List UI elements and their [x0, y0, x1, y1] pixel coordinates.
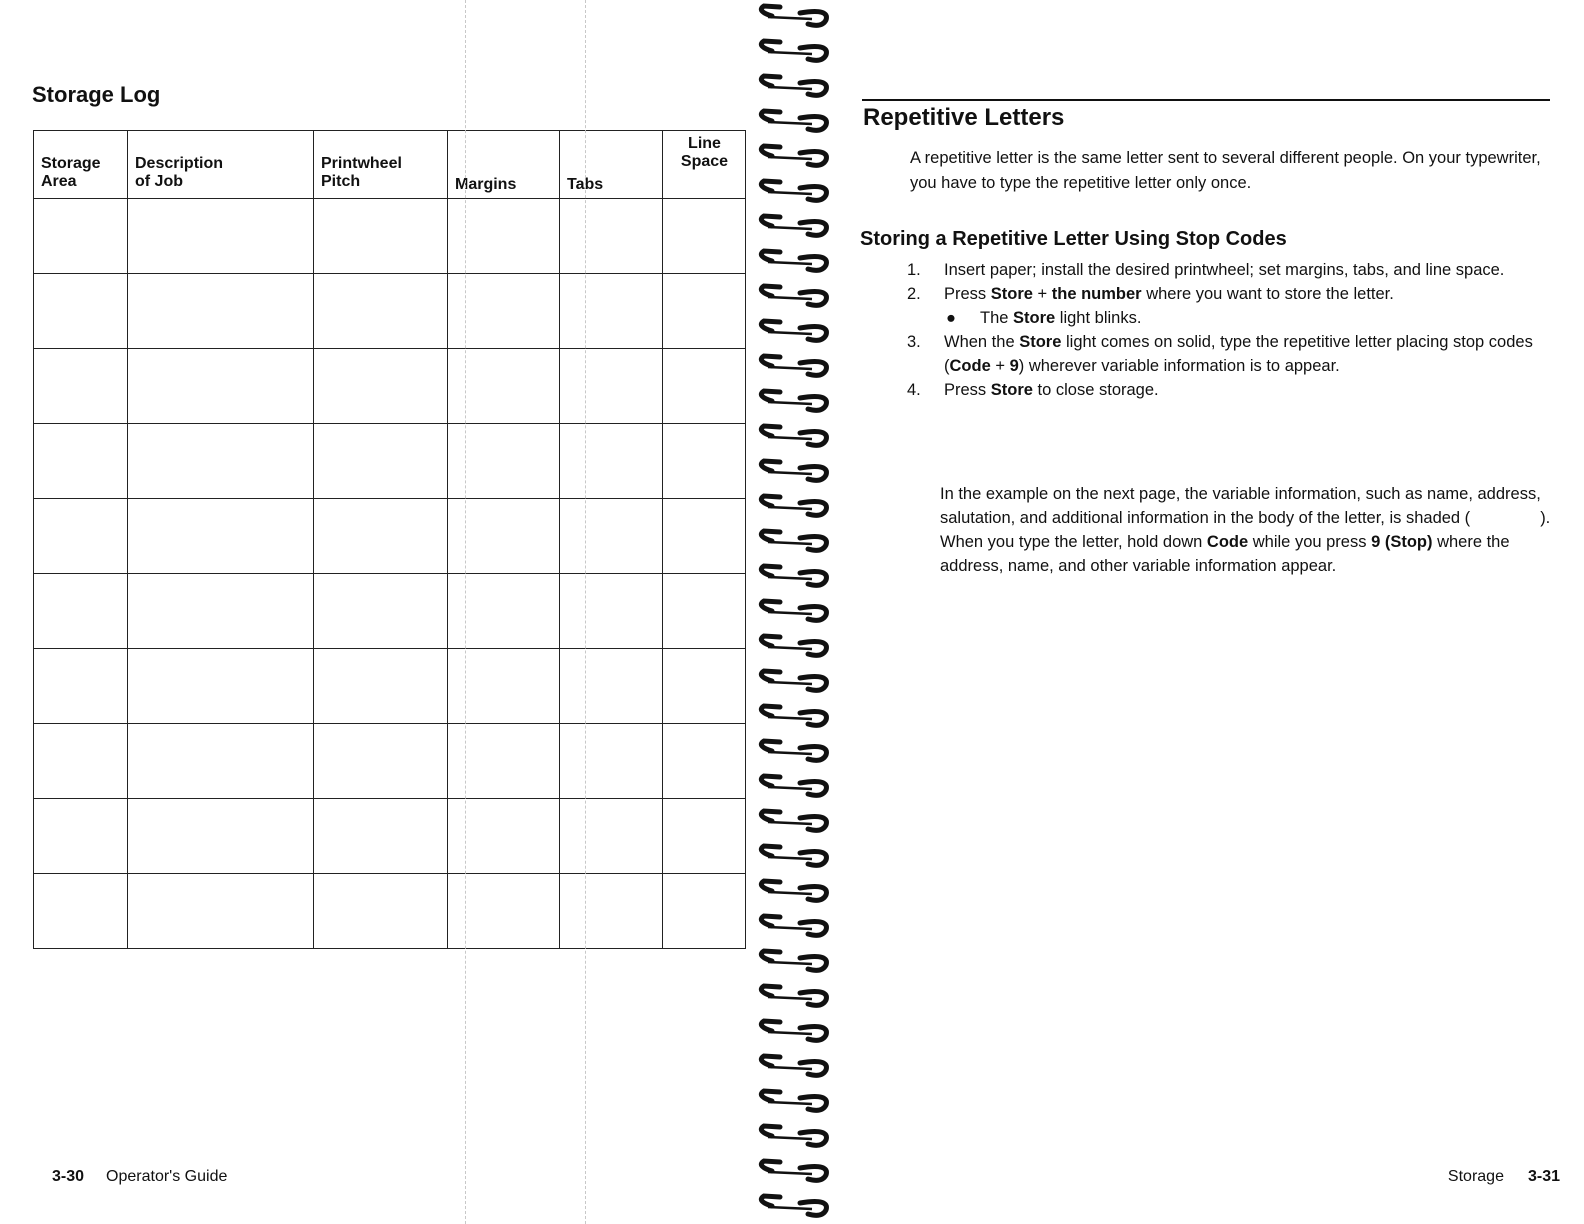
text-run: light blinks.	[1055, 309, 1142, 327]
table-cell	[128, 199, 314, 274]
table-cell	[560, 274, 663, 349]
header-printwheel-pitch: Printwheel Pitch	[314, 131, 448, 199]
table-cell	[560, 349, 663, 424]
subsection-title: Storing a Repetitive Letter Using Stop Codes	[860, 228, 1287, 250]
spiral-ring	[761, 671, 826, 690]
table-cell	[314, 799, 448, 874]
table-cell	[663, 724, 746, 799]
spiral-ring	[761, 41, 826, 60]
right-page-footer	[1448, 1168, 1560, 1186]
table-cell	[663, 349, 746, 424]
text-run: light comes on solid, type the repetitive letter placing stop codes (	[944, 333, 1533, 375]
section-name: Storage	[1447, 1168, 1504, 1185]
key-name: Store	[990, 285, 1033, 303]
table-cell	[560, 424, 663, 499]
table-cell	[128, 724, 314, 799]
step-number: 1.	[907, 261, 921, 279]
text-run: where you want to store the letter.	[1141, 285, 1394, 303]
table-cell	[34, 424, 128, 499]
left-page	[0, 0, 745, 1224]
spiral-ring	[761, 1126, 826, 1145]
text-run: In the example on the next page, the variable information, such as name, address, salutation, and additional information in the body of the letter, is shaded (	[940, 485, 1541, 527]
spiral-ring	[761, 881, 826, 900]
table-cell	[560, 649, 663, 724]
table-cell	[560, 799, 663, 874]
table-cell	[560, 574, 663, 649]
right-page	[860, 0, 1584, 1224]
table-row	[34, 649, 746, 724]
spiral-ring	[761, 706, 826, 725]
header-storage-area: Storage Area	[34, 131, 128, 199]
table-cell	[34, 349, 128, 424]
table-cell	[663, 199, 746, 274]
table-row	[34, 349, 746, 424]
fold-crease	[465, 0, 466, 1224]
table-cell	[128, 499, 314, 574]
spiral-ring	[761, 1161, 826, 1180]
spiral-ring	[761, 251, 826, 270]
table-cell	[663, 799, 746, 874]
table-cell	[34, 874, 128, 949]
spiral-ring	[761, 986, 826, 1005]
right-page-number: 3-31	[1527, 1168, 1560, 1185]
intro-paragraph: A repetitive letter is the same letter sent to several different people. On your typewriter, you have to type the repetitive letter only once.	[910, 149, 1541, 192]
header-line-space: Line Space	[663, 131, 746, 199]
key-name: Store	[1019, 333, 1062, 351]
spiral-ring	[761, 531, 826, 550]
table-cell	[128, 349, 314, 424]
text-run: while you press	[1248, 533, 1372, 551]
table-row	[34, 574, 746, 649]
table-cell	[34, 499, 128, 574]
table-cell	[314, 274, 448, 349]
left-page-footer	[52, 1168, 227, 1186]
table-cell	[128, 799, 314, 874]
spiral-ring	[761, 321, 826, 340]
spiral-ring	[761, 916, 826, 935]
table-cell	[128, 274, 314, 349]
spiral-ring	[761, 146, 826, 165]
list-item	[907, 378, 1552, 402]
table-cell	[128, 574, 314, 649]
spiral-ring	[761, 776, 826, 795]
header-tabs: Tabs	[560, 131, 663, 199]
spiral-ring	[761, 846, 826, 865]
text-run: Press	[944, 285, 991, 303]
table-cell	[663, 424, 746, 499]
steps-list	[907, 258, 1552, 402]
text-run: +	[990, 357, 1010, 375]
text-run: ) wherever variable information is to appear.	[1018, 357, 1340, 375]
text-run: +	[1032, 285, 1052, 303]
text-run: When the	[944, 333, 1020, 351]
book-title: Operator's Guide	[106, 1168, 228, 1185]
key-name: 9 (Stop)	[1371, 533, 1433, 551]
table-cell	[663, 499, 746, 574]
table-cell	[314, 349, 448, 424]
text-run: to close storage.	[1032, 381, 1159, 399]
table-cell	[663, 649, 746, 724]
table-cell	[34, 799, 128, 874]
table-row	[34, 499, 746, 574]
spiral-ring	[761, 601, 826, 620]
key-name: Store	[1013, 309, 1056, 327]
list-item	[907, 258, 1552, 282]
table-row	[34, 724, 746, 799]
table-row	[34, 874, 746, 949]
key-name: Store	[990, 381, 1033, 399]
example-paragraph	[940, 482, 1552, 578]
step-text	[944, 330, 1552, 378]
table-cell	[34, 724, 128, 799]
text-run: The	[980, 309, 1014, 327]
table-cell	[560, 499, 663, 574]
table-cell	[560, 874, 663, 949]
spiral-ring	[761, 1021, 826, 1040]
table-cell	[560, 199, 663, 274]
text-run: Press	[944, 381, 991, 399]
step-number: 3.	[907, 333, 921, 351]
header-margins: Margins	[448, 131, 560, 199]
text-run: ). When you type the letter, hold down	[940, 509, 1551, 551]
spiral-ring	[761, 741, 826, 760]
spiral-ring	[761, 1056, 826, 1075]
table-cell	[314, 574, 448, 649]
step-number: 2.	[907, 285, 921, 303]
spiral-ring	[761, 286, 826, 305]
spiral-ring	[761, 636, 826, 655]
table-cell	[128, 649, 314, 724]
key-name: 9	[1009, 357, 1019, 375]
list-item	[907, 330, 1552, 378]
step-number: 4.	[907, 381, 921, 399]
table-cell	[314, 724, 448, 799]
table-cell	[34, 199, 128, 274]
spiral-ring	[761, 391, 826, 410]
table-cell	[663, 574, 746, 649]
key-name: the number	[1051, 285, 1142, 303]
spiral-ring	[761, 566, 826, 585]
sub-bullet	[944, 309, 1141, 327]
list-item	[907, 282, 1552, 330]
spiral-ring	[761, 461, 826, 480]
spiral-ring	[761, 496, 826, 515]
spiral-ring	[761, 1196, 826, 1215]
table-row	[34, 199, 746, 274]
table-cell	[34, 274, 128, 349]
header-description-of-job: Description of Job	[128, 131, 314, 199]
step-text	[944, 282, 1552, 330]
key-name: Code	[949, 357, 991, 375]
bullet-icon: ●	[946, 309, 956, 327]
spiral-ring	[761, 811, 826, 830]
spiral-ring	[761, 951, 826, 970]
table-cell	[128, 424, 314, 499]
table-cell	[560, 724, 663, 799]
left-page-number: 3-30	[52, 1168, 85, 1185]
spiral-ring	[761, 76, 826, 95]
spiral-ring	[761, 356, 826, 375]
fold-crease	[585, 0, 586, 1224]
table-cell	[314, 199, 448, 274]
table-cell	[314, 874, 448, 949]
spiral-ring	[761, 181, 826, 200]
table-cell	[34, 574, 128, 649]
table-cell	[128, 874, 314, 949]
step-text: Insert paper; install the desired printwheel; set margins, tabs, and line space.	[944, 261, 1505, 279]
table-cell	[663, 874, 746, 949]
spiral-ring	[761, 1091, 826, 1110]
table-row	[34, 424, 746, 499]
spiral-ring	[761, 426, 826, 445]
table-row	[34, 799, 746, 874]
spiral-ring	[761, 216, 826, 235]
table-header-row	[34, 131, 746, 199]
storage-log-table	[33, 130, 746, 949]
table-cell	[314, 424, 448, 499]
spiral-ring	[761, 6, 826, 25]
table-row	[34, 274, 746, 349]
heading-rule	[862, 99, 1550, 101]
storage-log-title: Storage Log	[32, 82, 161, 107]
table-cell	[663, 274, 746, 349]
table-cell	[314, 649, 448, 724]
step-text	[944, 378, 1552, 402]
spiral-ring	[761, 111, 826, 130]
spiral-binding	[750, 0, 840, 1224]
table-cell	[34, 649, 128, 724]
key-name: Code	[1206, 533, 1249, 551]
text-run: where the address, name, and other variable information appear.	[940, 533, 1510, 575]
section-title: Repetitive Letters	[863, 104, 1065, 131]
table-cell	[314, 499, 448, 574]
